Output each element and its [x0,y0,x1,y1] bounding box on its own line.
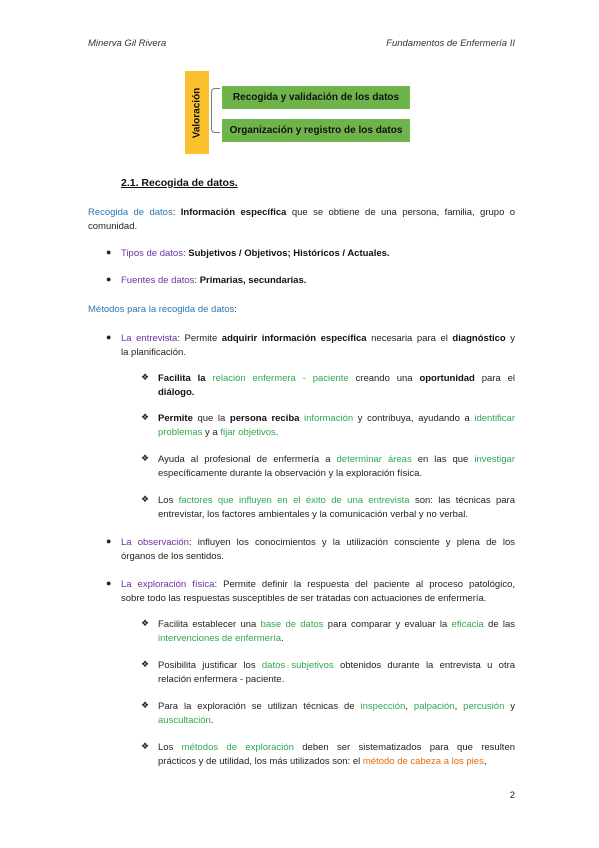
exploracion-sub-4-line-2: prácticos y de utilidad, los más utilizados son: el método de cabeza a los pies, [158,756,487,767]
diamond-bullet-icon: ❖ [141,741,150,751]
definition-line-2: comunidad. [88,221,138,232]
diagram-box-organizacion: Organización y registro de los datos [222,119,410,142]
bullet-icon: ● [106,536,112,546]
entrevista-sub-1-line-2: diálogo. [158,387,195,398]
diamond-bullet-icon: ❖ [141,700,150,710]
bullet-fuentes: Fuentes de datos: Primarias, secundarias. [121,275,307,286]
exploracion-sub-1-line-2: intervenciones de enfermería. [158,633,284,644]
entrevista-sub-1-line-1: Facilita la relación enfermera - paciente creando una oportunidad para el [158,373,516,384]
bullet-icon: ● [106,332,112,342]
entrevista-line-2: la planificación. [121,347,186,358]
header-author: Minerva Gil Rivera [88,38,167,49]
entrevista-sub-4-line-2: entrevistar, los factores ambientales y la comunicación verbal y no verbal. [158,509,468,520]
entrevista-sub-3-line-2: específicamente durante la observación y la exploración física. [158,468,423,479]
section-title: 2.1. Recogida de datos. [121,177,238,189]
diamond-bullet-icon: ❖ [141,412,150,422]
entrevista-sub-2-line-2: problemas y a fijar objetivos. [158,427,279,438]
exploracion-line-2: sobre todo las respuestas susceptibles de ser tratadas con actuaciones de enfermería. [121,593,487,604]
valoracion-label-box [185,71,209,154]
bullet-tipos: Tipos de datos: Subjetivos / Objetivos; Históricos / Actuales. [121,248,390,259]
diagram-box-recogida: Recogida y validación de los datos [222,86,410,109]
exploracion-line-1: La exploración física: Permite definir la respuesta del paciente al proceso patológico, [121,579,515,590]
page-number: 2 [509,790,515,801]
exploracion-sub-1-line-1: Facilita establecer una base de datos para comparar y evaluar la eficacia de las [158,619,516,630]
bullet-icon: ● [106,578,112,588]
header-subject: Fundamentos de Enfermería II [386,38,515,49]
methods-heading: Métodos para la recogida de datos: [88,304,237,315]
diamond-bullet-icon: ❖ [141,618,150,628]
diamond-bullet-icon: ❖ [141,453,150,463]
observacion-line-2: órganos de los sentidos. [121,551,224,562]
diamond-bullet-icon: ❖ [141,372,150,382]
exploracion-sub-4-line-1: Los métodos de exploración deben ser sistematizados para que resulten [158,742,516,753]
diamond-bullet-icon: ❖ [141,659,150,669]
exploracion-sub-3-line-2: auscultación. [158,715,214,726]
exploracion-sub-2-line-1: Posibilita justificar los datos subjetivos obtenidos durante la entrevista u otra [158,660,516,671]
observacion-line-1: La observación: influyen los conocimientos y la utilización consciente y plena de los [121,537,515,548]
exploracion-sub-2-line-2: relación enfermera - paciente. [158,674,285,685]
diagram-bracket [211,88,220,133]
entrevista-sub-2-line-1: Permite que la persona reciba información y contribuya, ayudando a identificar [158,413,516,424]
bullet-icon: ● [106,247,112,257]
entrevista-sub-3-line-1: Ayuda al profesional de enfermería a determinar áreas en las que investigar [158,454,515,465]
bullet-icon: ● [106,274,112,284]
exploracion-sub-3-line-1: Para la exploración se utilizan técnicas de inspección, palpación, percusión y [158,701,516,712]
entrevista-line-1: La entrevista: Permite adquirir información específica necesaria para el diagnóstico y [121,333,516,344]
definition-line-1: Recogida de datos: Información específica que se obtiene de una persona, familia, grupo o [88,207,516,218]
diamond-bullet-icon: ❖ [141,494,150,504]
entrevista-sub-4-line-1: Los factores que influyen en el éxito de una entrevista son: las técnicas para [158,495,515,506]
valoracion-label: Valoración [191,87,203,138]
